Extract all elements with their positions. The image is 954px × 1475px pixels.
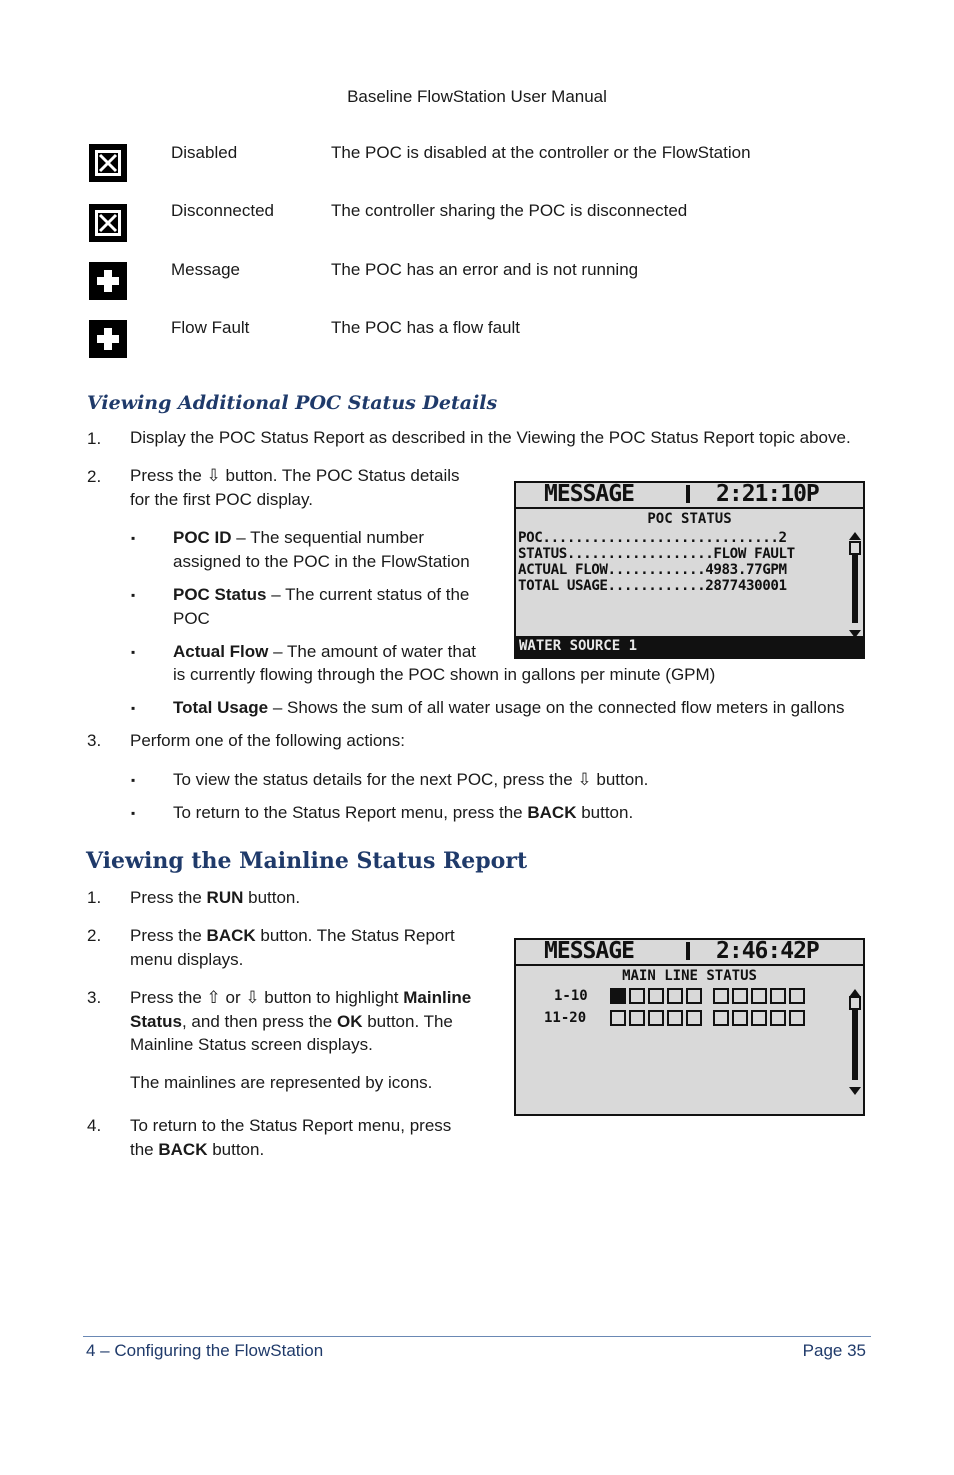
bullet-actual-flow-cont: is currently flowing through the POC shown in gallons per minute (GPM) bbox=[173, 665, 716, 684]
scroll-thumb bbox=[849, 541, 861, 555]
screen-subtitle: POC STATUS bbox=[647, 511, 732, 527]
step-text: Display the POC Status Report as described in the Viewing the POC Status Report topic above. bbox=[130, 428, 851, 447]
step-text: Press the BACK button. The Status Report menu displays. bbox=[130, 926, 455, 969]
action-next-poc: To view the status details for the next POC, press the ⇩ button. bbox=[173, 770, 649, 789]
bullet-marker: ▪ bbox=[131, 645, 136, 659]
mainline-icon bbox=[751, 1010, 767, 1026]
mainline-icon bbox=[610, 988, 626, 1004]
footer-chapter: 4 – Configuring the FlowStation bbox=[86, 1341, 324, 1360]
bullet-marker: ▪ bbox=[131, 773, 136, 787]
mainline-icon bbox=[667, 988, 683, 1004]
status-desc-disabled: The POC is disabled at the controller or the FlowStation bbox=[331, 143, 751, 162]
status-desc-disconnected: The controller sharing the POC is disconnected bbox=[331, 201, 688, 220]
bullet-marker: ▪ bbox=[131, 701, 136, 715]
screen-row-poc: POC.............................2 bbox=[518, 530, 787, 546]
step-number: 1. bbox=[87, 888, 102, 907]
bullet-poc-status: POC Status – The current status of the POC bbox=[173, 585, 470, 628]
mainline-icon bbox=[751, 988, 767, 1004]
bullet-actual-flow: Actual Flow – The amount of water that bbox=[173, 642, 476, 661]
screen-row-actual-flow: ACTUAL FLOW............4983.77GPM bbox=[518, 562, 787, 578]
mainline-icon bbox=[789, 1010, 805, 1026]
bullet-poc-id: POC ID – The sequential number assigned to the POC in the FlowStation bbox=[173, 528, 470, 571]
bullet-marker: ▪ bbox=[131, 531, 136, 545]
step-text: Press the ⇧ or ⇩ button to highlight Mainline Status, and then press the OK button. The Mainline Status screen displays. bbox=[130, 988, 472, 1054]
scroll-thumb bbox=[849, 996, 861, 1010]
mainline-icon bbox=[686, 988, 702, 1004]
action-back: To return to the Status Report menu, press the BACK button. bbox=[173, 803, 634, 822]
divider bbox=[686, 485, 690, 503]
screen-row-total-usage: TOTAL USAGE............2877430001 bbox=[518, 578, 787, 594]
mainline-icon bbox=[667, 1010, 683, 1026]
screen-title: MESSAGE bbox=[544, 481, 634, 507]
status-name-disconnected: Disconnected bbox=[171, 201, 275, 220]
divider bbox=[686, 942, 690, 960]
mainline-icon bbox=[789, 988, 805, 1004]
mainline-row-11-20 bbox=[544, 1010, 816, 1026]
status-desc-message: The POC has an error and is not running bbox=[331, 260, 639, 279]
step-number: 4. bbox=[87, 1116, 102, 1135]
row-label: 11-20 bbox=[544, 1010, 587, 1026]
page-header: Baseline FlowStation User Manual bbox=[347, 87, 607, 106]
screen-subtitle: MAIN LINE STATUS bbox=[622, 968, 757, 984]
step-number: 2. bbox=[87, 467, 102, 486]
scroll-track bbox=[852, 1010, 858, 1080]
screen-title-bar bbox=[516, 940, 863, 966]
message-plus-icon bbox=[89, 262, 127, 300]
step-text: To return to the Status Report menu, press the BACK button. bbox=[130, 1116, 452, 1159]
flow-fault-plus-icon bbox=[89, 320, 127, 358]
mainline-icon bbox=[648, 1010, 664, 1026]
section-heading-mainline: Viewing the Mainline Status Report bbox=[86, 848, 528, 874]
scroll-track bbox=[852, 555, 858, 623]
step-text: Press the ⇩ button. The POC Status details for the first POC display. bbox=[130, 466, 460, 509]
step-number: 3. bbox=[87, 988, 102, 1007]
bullet-marker: ▪ bbox=[131, 806, 136, 820]
mainline-icon bbox=[732, 1010, 748, 1026]
footer-page-number: Page 35 bbox=[802, 1341, 866, 1360]
scroll-down-arrow-icon bbox=[849, 1080, 861, 1100]
status-name-flow-fault: Flow Fault bbox=[171, 318, 250, 337]
mainline-icon bbox=[686, 1010, 702, 1026]
mainline-icon bbox=[629, 1010, 645, 1026]
row-label: 1-10 bbox=[554, 988, 588, 1004]
screen-title: MESSAGE bbox=[544, 938, 634, 964]
step-note: The mainlines are represented by icons. bbox=[130, 1073, 433, 1092]
poc-status-screen bbox=[514, 481, 865, 659]
mainline-icon bbox=[629, 988, 645, 1004]
step-number: 3. bbox=[87, 731, 102, 750]
mainline-icon bbox=[732, 988, 748, 1004]
status-name-message: Message bbox=[171, 260, 240, 279]
footer-divider bbox=[83, 1336, 871, 1337]
mainline-icon bbox=[713, 988, 729, 1004]
mainline-icon bbox=[770, 1010, 786, 1026]
bullet-marker: ▪ bbox=[131, 588, 136, 602]
screen-time: 2:46:42P bbox=[716, 938, 819, 964]
mainline-row-1-10 bbox=[554, 988, 816, 1004]
bullet-total-usage: Total Usage – Shows the sum of all water usage on the connected flow meters in gallons bbox=[173, 698, 845, 717]
screen-title-bar bbox=[516, 483, 863, 509]
step-number: 1. bbox=[87, 429, 102, 448]
section-heading-poc-details: Viewing Additional POC Status Details bbox=[87, 392, 498, 414]
disconnected-x-icon bbox=[89, 204, 127, 242]
status-desc-flow-fault: The POC has a flow fault bbox=[331, 318, 520, 337]
status-name-disabled: Disabled bbox=[171, 143, 238, 162]
step-text: Press the RUN button. bbox=[130, 888, 301, 907]
disabled-x-icon bbox=[89, 144, 127, 182]
mainline-icon bbox=[648, 988, 664, 1004]
step-number: 2. bbox=[87, 926, 102, 945]
mainline-icon bbox=[610, 1010, 626, 1026]
mainline-icon bbox=[770, 988, 786, 1004]
mainline-icon bbox=[713, 1010, 729, 1026]
screen-row-status: STATUS..................FLOW FAULT bbox=[518, 546, 795, 562]
screen-time: 2:21:10P bbox=[716, 481, 819, 507]
screen-footer: WATER SOURCE 1 bbox=[516, 636, 863, 657]
mainline-status-screen bbox=[514, 938, 865, 1116]
step-text: Perform one of the following actions: bbox=[130, 731, 405, 750]
